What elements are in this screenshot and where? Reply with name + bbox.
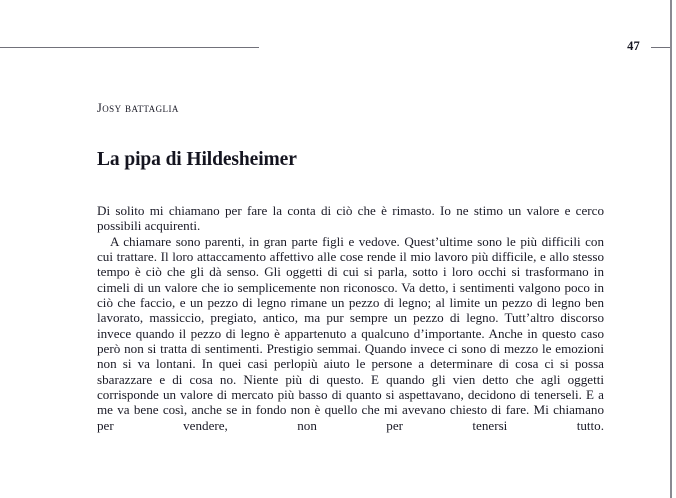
author-byline: Josy battaglia <box>97 101 179 115</box>
header-rule-left <box>0 47 259 48</box>
page-edge-border <box>670 0 672 498</box>
page-number: 47 <box>627 39 640 53</box>
article-body <box>97 203 604 449</box>
body-paragraph: A chiamare sono parenti, in gran parte figli e vedove. Quest’ultime sono le più difficili con cui trattare. Il loro attaccamento affettivo alle cose rende il mio lavoro più difficile, e allo stesso tempo è ciò che gli dà senso. Gli oggetti di cui si parla, sotto i loro occhi si trasformano in cimeli di un valore che io semplicemente non riconosco. Va detto, i sentimenti valgono poco in ciò che faccio, e un pezzo di legno rimane un pezzo di legno; al limite un pezzo di legno ben lavorato, massiccio, pregiato, antico, ma pur sempre un pezzo di legno. Tutt’altro discorso invece quando il pezzo di legno è appartenuto a qualcuno d’importante. Anche in questo caso però non si tratta di sentimenti. Prestigio semmai. Quando invece ci sono di mezzo le emozioni non si va lontani. In quei casi perlopiù aiuto le persone a determinare di cosa ci si possa sbarazzare e di cosa no. Niente più di questo. E quando gli vien detto che agli oggetti corrisponde un valore di mercato più basso di quanto si aspettavano, decidono di tenerseli. E a me va bene così, anche se in fondo non è quello che mi avevano chiesto di fare. Mi chiamano per vendere, non per tenersi tutto. <box>97 233 604 433</box>
body-paragraph: Di solito mi chiamano per fare la conta di ciò che è rimasto. Io ne stimo un valore e cerco possibili acquirenti. <box>97 203 604 234</box>
header-rule-right <box>651 47 671 48</box>
article-title: La pipa di Hildesheimer <box>97 149 297 171</box>
